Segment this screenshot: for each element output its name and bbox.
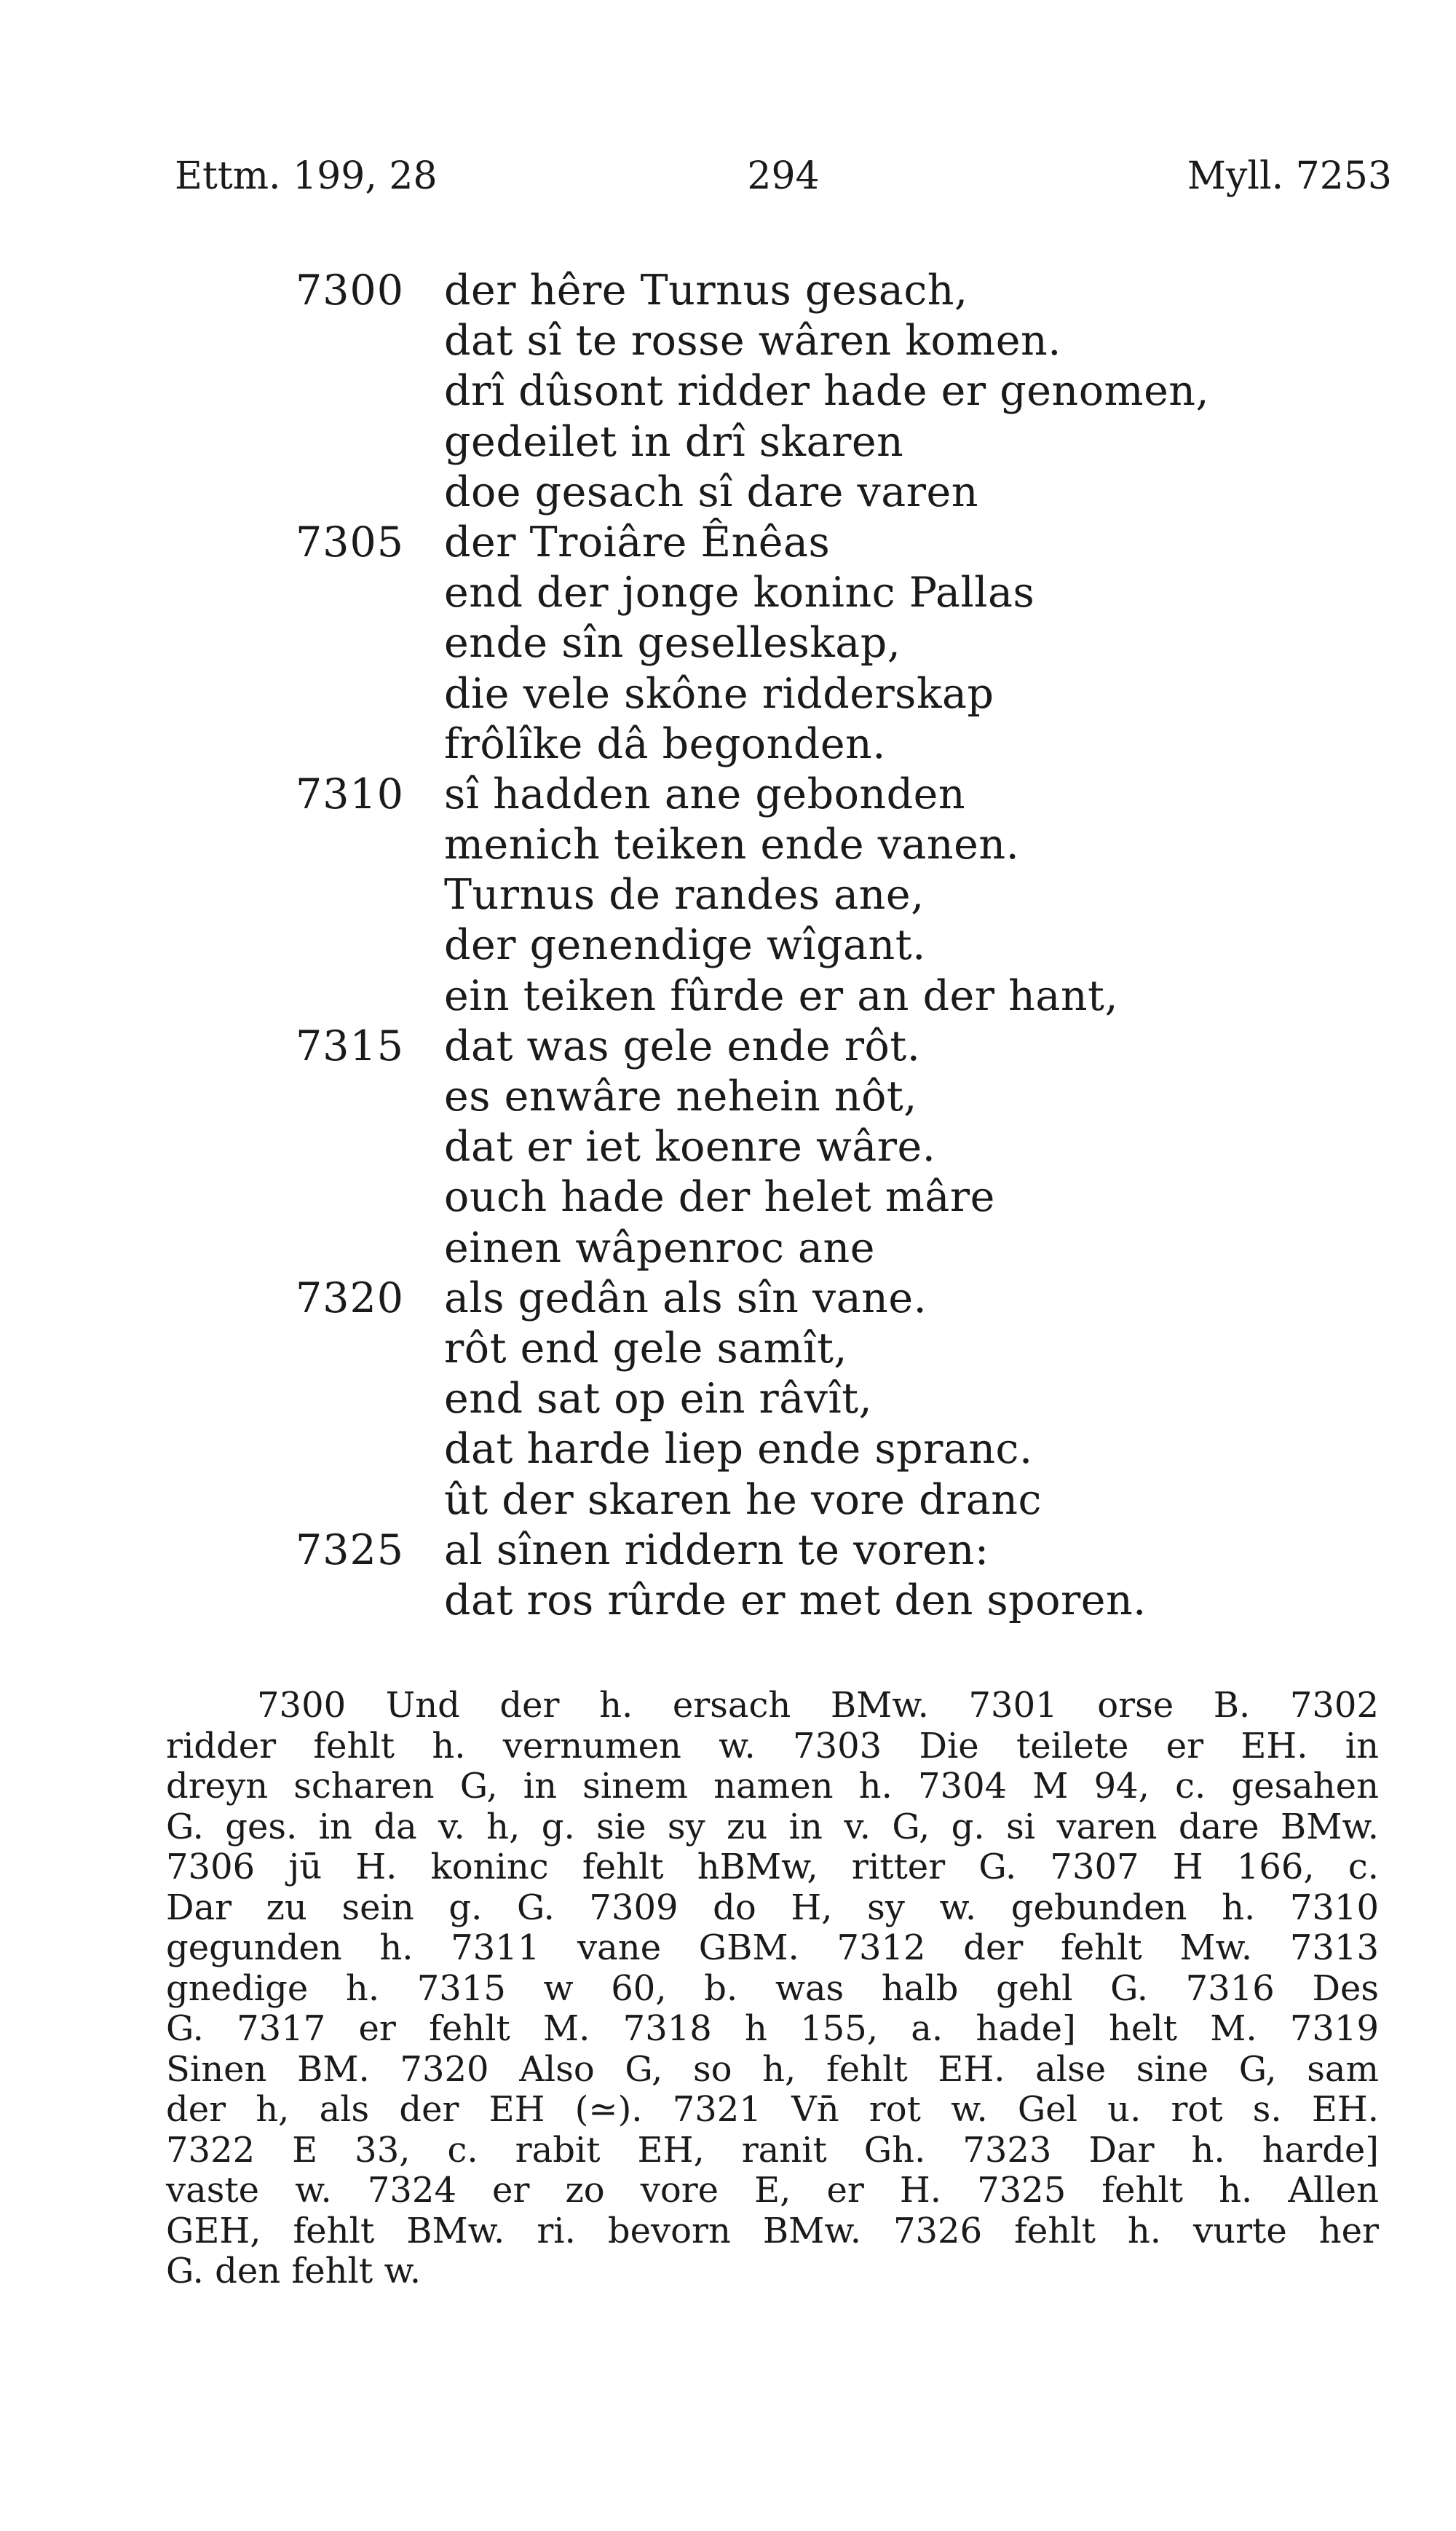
verse-line-text: rôt end gele samît, [444, 1324, 847, 1373]
verse-line-text: dat er iet koenre wâre. [444, 1123, 936, 1172]
header-reference-right: Myll. 7253 [1187, 154, 1392, 198]
verse-line-text: es enwâre nehein nôt, [444, 1073, 917, 1121]
apparatus-line: 7306 jū H. koninc fehlt hBMw, ritter G. 7307 H 166, c. [166, 1847, 1379, 1887]
apparatus-line: 7300 Und der h. ersach BMw. 7301 orse B. 7302 [257, 1685, 1379, 1726]
verse-line [277, 266, 1369, 316]
verse-line-text: gedeilet in drî skaren [444, 417, 904, 466]
verse-line [277, 316, 1369, 366]
verse-line [277, 568, 1369, 618]
verse-line [277, 618, 1369, 668]
apparatus-line: G. 7317 er fehlt M. 7318 h 155, a. hade] helt M. 7319 [166, 2008, 1379, 2049]
apparatus-line: dreyn scharen G, in sinem namen h. 7304 M 94, c. gesahen [166, 1766, 1379, 1807]
verse-line-text: end der jonge koninc Pallas [444, 569, 1035, 617]
verse-line [277, 366, 1369, 416]
line-number: 7305 [295, 518, 404, 566]
line-number: 7320 [295, 1274, 404, 1322]
verse-line [277, 719, 1369, 770]
verse-line-text: menich teiken ende vanen. [444, 821, 1020, 869]
apparatus-line: G. ges. in da v. h, g. sie sy zu in v. G, g. si varen dare BMw. [166, 1806, 1379, 1847]
verse-line-text: drî dûsont ridder hade er genomen, [444, 367, 1210, 416]
verse-text [277, 266, 1369, 1626]
apparatus-line: gegunden h. 7311 vane GBM. 7312 der fehlt Mw. 7313 [166, 1927, 1379, 1968]
page-header [175, 154, 1392, 205]
apparatus-line: ridder fehlt h. vernumen w. 7303 Die teilete er EH. in [166, 1725, 1379, 1766]
verse-line [277, 1072, 1369, 1122]
verse-line [277, 1576, 1369, 1626]
verse-line [277, 820, 1369, 870]
verse-line [277, 1223, 1369, 1274]
verse-line-text: dat harde liep ende spranc. [444, 1425, 1033, 1474]
verse-line-text: doe gesach sî dare varen [444, 467, 978, 516]
verse-line [277, 971, 1369, 1022]
verse-line [277, 1525, 1369, 1576]
line-number: 7310 [295, 770, 404, 818]
apparatus-line: vaste w. 7324 er zo vore E, er H. 7325 fehlt h. Allen [166, 2170, 1379, 2211]
line-number: 7325 [295, 1525, 404, 1574]
verse-line-text: dat sî te rosse wâren komen. [444, 317, 1061, 366]
verse-line-text: der hêre Turnus gesach, [444, 266, 968, 315]
verse-line [277, 870, 1369, 920]
header-reference-left: Ettm. 199, 28 [175, 154, 438, 198]
verse-line-text: ût der skaren he vore dranc [444, 1475, 1042, 1524]
verse-line-text: der genendige wîgant. [444, 921, 926, 970]
verse-line [277, 417, 1369, 467]
verse-line-text: ouch hade der helet mâre [444, 1173, 995, 1222]
verse-line-text: frôlîke dâ begonden. [444, 719, 886, 768]
line-number: 7315 [295, 1022, 404, 1070]
verse-line-text: dat was gele ende rôt. [444, 1022, 921, 1070]
verse-line [277, 1324, 1369, 1374]
page-number: 294 [747, 154, 820, 198]
verse-line-text: end sat op ein râvît, [444, 1375, 873, 1424]
verse-line [277, 1475, 1369, 1525]
apparatus-line: GEH, fehlt BMw. ri. bevorn BMw. 7326 fehlt h. vurte her [166, 2210, 1379, 2251]
verse-line [277, 1274, 1369, 1324]
apparatus-line: 7322 E 33, c. rabit EH, ranit Gh. 7323 Dar h. harde] [166, 2129, 1379, 2171]
verse-line [277, 1374, 1369, 1424]
verse-line-text: als gedân als sîn vane. [444, 1274, 927, 1322]
verse-line-text: al sînen riddern te voren: [444, 1525, 989, 1574]
verse-line [277, 518, 1369, 568]
verse-line [277, 920, 1369, 971]
apparatus-line: gnedige h. 7315 w 60, b. was halb gehl G. 7316 Des [166, 1967, 1379, 2009]
verse-line-text: ende sîn geselleskap, [444, 619, 901, 668]
verse-line-text: die vele skône ridderskap [444, 669, 994, 718]
verse-line-text: dat ros rûrde er met den sporen. [444, 1576, 1147, 1624]
apparatus-line: der h, als der EH (≃). 7321 Vn̄ rot w. Gel u. rot s. EH. [166, 2089, 1379, 2130]
verse-line-text: der Troiâre Ênêas [444, 518, 831, 566]
verse-line [277, 467, 1369, 518]
apparatus-line: Sinen BM. 7320 Also G, so h, fehlt EH. alse sine G, sam [166, 2048, 1379, 2090]
apparatus-line: G. den fehlt w. [166, 2251, 422, 2291]
verse-line-text: ein teiken fûrde er an der hant, [444, 971, 1119, 1020]
verse-line [277, 669, 1369, 719]
verse-line [277, 1172, 1369, 1223]
verse-line-text: Turnus de randes ane, [444, 871, 925, 920]
critical-apparatus [166, 1686, 1379, 2292]
verse-line-text: einen wâpenroc ane [444, 1223, 875, 1272]
apparatus-line: Dar zu sein g. G. 7309 do H, sy w. gebunden h. 7310 [166, 1887, 1379, 1928]
verse-line [277, 1424, 1369, 1474]
verse-line-text: sî hadden ane gebonden [444, 770, 966, 818]
line-number: 7300 [295, 266, 404, 315]
verse-line [277, 770, 1369, 820]
verse-line [277, 1022, 1369, 1072]
verse-line [277, 1122, 1369, 1172]
